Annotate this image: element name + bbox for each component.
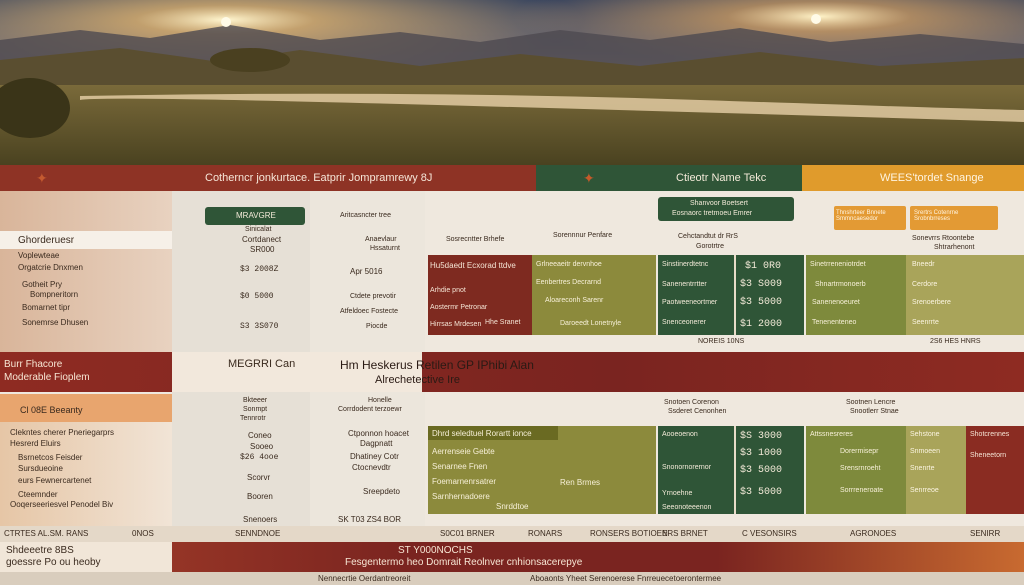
bottom-left-line1: Shdeeetre 8BS	[6, 545, 74, 556]
section1-col4-olive-item: Aloareconh Sarenr	[545, 297, 604, 304]
section2-col2-line: Booren	[247, 492, 273, 501]
header-band	[0, 165, 1024, 191]
footer-row-cell: S0C01 BRNER	[440, 529, 495, 538]
section2-col6-value: Snenrte	[910, 465, 935, 472]
section1-col5-line: Gorotrtre	[696, 243, 725, 250]
section1-left-item: Bompneritorn	[30, 290, 79, 299]
section2-col2-value: $26 4ooe	[240, 453, 279, 462]
section2-col2-line: Bkteeer	[243, 397, 268, 404]
section1-col2-value: S3 3S070	[240, 322, 279, 331]
divider-title-line1: Hm Heskerus Retilen GP IPhibi Alan	[340, 358, 534, 372]
section2-col5-value: $3 5000	[740, 487, 783, 498]
section2-col4-row: Snrddtoe	[496, 502, 529, 511]
section1-col4-red-item: Aostermr Petronar	[430, 304, 488, 311]
section1-col5-value: $1 0R0	[745, 261, 782, 272]
bottom-mid-line2: Fesgentermo heo Domrait Reolnver cnhionsacerepye	[345, 557, 583, 568]
section1-col4-red-item: Arhdie pnot	[430, 287, 466, 294]
footer-row-cell: AGRONOES	[850, 529, 897, 538]
section2-col4-row: Sarnhernadoere	[432, 492, 490, 501]
bottom-footer-line-a: Nennecrtie Oerdantreoreit	[318, 574, 411, 583]
section2-left-panel	[0, 422, 172, 526]
header-left-block	[0, 165, 178, 191]
section2-col6-value: Snmoeen	[910, 448, 940, 455]
header-title-mid: Ctieotr Name Tekc	[676, 172, 767, 184]
section2-col6-olive-item: Sorrreneroate	[840, 487, 884, 494]
footer-row-cell: CTRTES AL.SM. RANS	[4, 529, 89, 538]
section2-col3-line: Dhatiney Cotr	[350, 452, 399, 461]
section2-left-item: Bsrnetcos Feisder	[18, 453, 83, 462]
section2-left-item: Clekntes cherer Pneriegarprs	[10, 428, 115, 437]
section2-left-item: Cteemnder	[18, 490, 58, 499]
section1-green-badge-label: Shanvoor Boetsert	[690, 200, 748, 207]
bottom-footer-line-b: Aboaonts Yheet Serenoerese Fnrreuecetoerontermee	[530, 574, 722, 583]
section2-col6-line: Sootnen Lencre	[846, 399, 896, 406]
footer-row-cell: C VESONSIRS	[742, 529, 797, 538]
section1-col6-value: Bneedr	[912, 261, 935, 268]
section1-left-item: Bomarnet tipr	[22, 303, 71, 312]
section2-left-item: Sursdueoine	[18, 464, 63, 473]
section2-col6-olive-item: Dorermisepr	[840, 448, 879, 455]
section1-col3-line: Apr 5016	[350, 267, 383, 276]
section2-col5-green-item: Aooeoenon	[662, 431, 698, 438]
footer-row-cell: SENIRR	[970, 529, 1001, 538]
section1-col3-line: Hssaturnt	[370, 245, 400, 252]
section1-col4-red-item: Hu5daedt Ecxorad ttdve	[430, 261, 516, 270]
section1-col3-line: Atfeldoec Fostecte	[340, 308, 398, 315]
section1-col6-olive-item: Sinetrreneniotrdet	[810, 261, 866, 268]
section2-col6-value: Sehstone	[910, 431, 940, 438]
section1-col4-red-item: Hhe Sranet	[485, 319, 521, 326]
maple-leaf-icon-2: ✦	[583, 170, 595, 186]
section2-col3-line: Ctocnevdtr	[352, 463, 391, 472]
footer-row-cell: RONSERS BOTIOEN	[590, 529, 668, 538]
section1-col3-line: Ctdete prevotir	[350, 293, 396, 300]
section2-col4-row: Senarnee Fnen	[432, 462, 488, 471]
section2-col5-line: Ssderet Cenonhen	[668, 408, 727, 415]
section2-col5-green-item: Seeonoteeenon	[662, 504, 712, 511]
section1-orange-badge-2-label: Srertrs Cotenrne Srobnbrreses	[914, 210, 959, 222]
section1-col5-green-item: Sanenentrrtter	[662, 281, 707, 288]
section2-col2-line: Scorvr	[247, 473, 271, 482]
section2-col2-line: Coneo	[248, 431, 272, 440]
divider-title-line2: Alrechetective Ire	[375, 374, 460, 386]
section1-col4-olive-item: Eenbertres Decrarnd	[536, 279, 601, 286]
section1	[0, 191, 1024, 352]
section1-col5-footer: NOREIS 10NS	[698, 338, 745, 345]
section1-col3-line: Aritcasncter tree	[340, 212, 391, 219]
section1-col3-line: Anaevlaur	[365, 236, 397, 243]
section2-col3-line: Sreepdeto	[363, 487, 400, 496]
section1-col4-line: Sorennnur Penfare	[553, 232, 613, 239]
footer-row-cell: RONARS	[528, 529, 563, 538]
section2-col6-olive-item: Srensrnroeht	[840, 465, 881, 472]
section1-col5-value: $3 S009	[740, 279, 783, 290]
section2-col4-olive-head: Dhrd seledtuel Rorartt ionce	[432, 429, 532, 438]
section2-col5-value: $3 5000	[740, 465, 783, 476]
header-title-left: Cotherncr jonkurtace. Eatprir Jompramrewy 8J	[205, 172, 433, 184]
section1-col5-value: $1 2000	[740, 319, 783, 330]
section1-left-item: Voplewteae	[18, 251, 60, 260]
bottom-strip	[0, 572, 1024, 585]
section1-col4-olive-item: Daroeedt Lonetnyle	[560, 320, 622, 327]
section1-col4-red-item: Hirrsas Mrdesen	[430, 321, 482, 328]
section1-col5-green-item: Paotweeneortmer	[662, 299, 718, 306]
bottom-mid-line1: ST Y000NOCHS	[398, 545, 473, 556]
section1-left-head: Ghorderuesr	[18, 235, 75, 246]
section1-col4-olive-item: Grlneeaeitr dervnhoe	[536, 261, 602, 268]
section2	[0, 392, 1024, 526]
section2-col6-olive-item: Attssnesreres	[810, 431, 853, 438]
section2-col2-line: Tennrotr	[240, 415, 266, 422]
section2-col5-value: $S 3000	[740, 431, 783, 442]
section2-left-item: eurs Fewnercartenet	[18, 476, 92, 485]
section2-col6-line: Snootlerr Stnae	[850, 408, 899, 415]
section1-left-item: Gotheit Pry	[22, 280, 63, 289]
section2-col3-line: Honelle	[368, 397, 392, 404]
section1-col5-green-item: Snenceonerer	[662, 319, 706, 326]
footer-row-cell: SENNDNOE	[235, 529, 281, 538]
section1-col2-badge-label: MRAVGRE	[236, 211, 276, 220]
section1-col6-value: Srenoerbere	[912, 299, 951, 306]
section2-col2-line: Snenoers	[243, 515, 278, 524]
section2-col3-line: Dagpnatt	[360, 439, 393, 448]
section2-col2-line: Sooeo	[250, 442, 274, 451]
section1-col5-value: $3 5000	[740, 297, 783, 308]
section1-col4-line: Sosrecntter Brhefe	[446, 236, 505, 243]
section1-col6-olive-item: Sanenenoeuret	[812, 299, 860, 306]
bottom-left-line2: goessre Po ou heoby	[6, 557, 101, 568]
section2-col4-row: Ren Brmes	[560, 478, 601, 487]
section2-col2-line: Sonmpt	[243, 406, 268, 413]
section2-col6-value: Senrreoe	[910, 487, 939, 494]
section1-col5-line: Cehctandtut dr RrS	[678, 233, 738, 240]
section2-col5-value: $3 1000	[740, 448, 783, 459]
section1-col5-divider	[734, 255, 736, 335]
divider-left-line2: Moderable Fioplem	[4, 372, 90, 383]
section2-col5-green-item: Snonornorernor	[662, 464, 712, 471]
section1-col2-line: SR000	[250, 245, 275, 254]
section1-col6-footer: 2S6 HES HNRS	[930, 338, 981, 345]
section1-col6-line: Shtrarhenont	[934, 244, 975, 251]
section2-col4-row: Aerrenseie Gebte	[432, 447, 495, 456]
section1-col2-sub: Sinicalat	[245, 226, 272, 233]
section1-green-badge-sub: Eosnaorc tretmoeu Emrer	[672, 210, 753, 217]
footer-row-cell: ERS BRNET	[662, 529, 708, 538]
section2-left-item: Hesrerd Eluirs	[10, 439, 61, 448]
maple-leaf-icon: ✦	[36, 170, 48, 186]
section1-orange-badge-1-label: Thnshrteer Bnnete Smmncaesedor	[836, 210, 886, 222]
section2-col3-line: SK T03 ZS4 BOR	[338, 515, 401, 524]
hero-landscape	[0, 0, 1024, 165]
section2-col7-red	[966, 426, 1024, 514]
section2-left-item: Ooqerseeriesvel Penodel Biv	[10, 500, 114, 509]
section2-col3-line: Corrdodent terzoewr	[338, 406, 402, 413]
section1-col3-line: Piocde	[366, 323, 388, 330]
section1-col6-olive-item: Shnartrmonoerb	[815, 281, 866, 288]
section2-col7-red-item: Sheneetorn	[970, 452, 1007, 459]
divider-mid-label: MEGRRI Can	[228, 358, 296, 370]
footer-row-cell: 0NOS	[132, 529, 154, 538]
section2-col3-line: Ctponnon hoacet	[348, 429, 409, 438]
section2-left-line: Cl 08E Beeanty	[20, 405, 83, 415]
section2-col4-row: Foemarnenrsatrer	[432, 477, 497, 486]
section2-col5-divider	[734, 426, 736, 514]
section2-col5-line: Snotoen Corenon	[664, 399, 719, 406]
header-title-right: WEES'tordet Snange	[880, 172, 984, 184]
section1-left-item: Orgatcrie Dnxmen	[18, 263, 83, 272]
section2-col7-red-item: Shotcrennes	[970, 431, 1010, 438]
section1-col2-value: $3 2008Z	[240, 265, 279, 274]
divider-left-line1: Burr Fhacore	[4, 359, 63, 370]
section1-col6-value: Seenrrte	[912, 319, 939, 326]
section1-col2-value: $0 5000	[240, 292, 274, 301]
section1-col6-line: Sonevrrs Rtoontebe	[912, 235, 975, 242]
section2-col5-green-item: Yrnoehne	[662, 490, 693, 497]
section1-left-item: Sonemrse Dhusen	[22, 318, 89, 327]
section1-col5-green-item: Sinstinerdtetnc	[662, 261, 709, 268]
section1-col6-value: Cerdore	[912, 281, 938, 288]
section1-col6-olive-item: Tenenenteneo	[812, 319, 857, 326]
section1-col2-line: Cortdanect	[242, 235, 282, 244]
